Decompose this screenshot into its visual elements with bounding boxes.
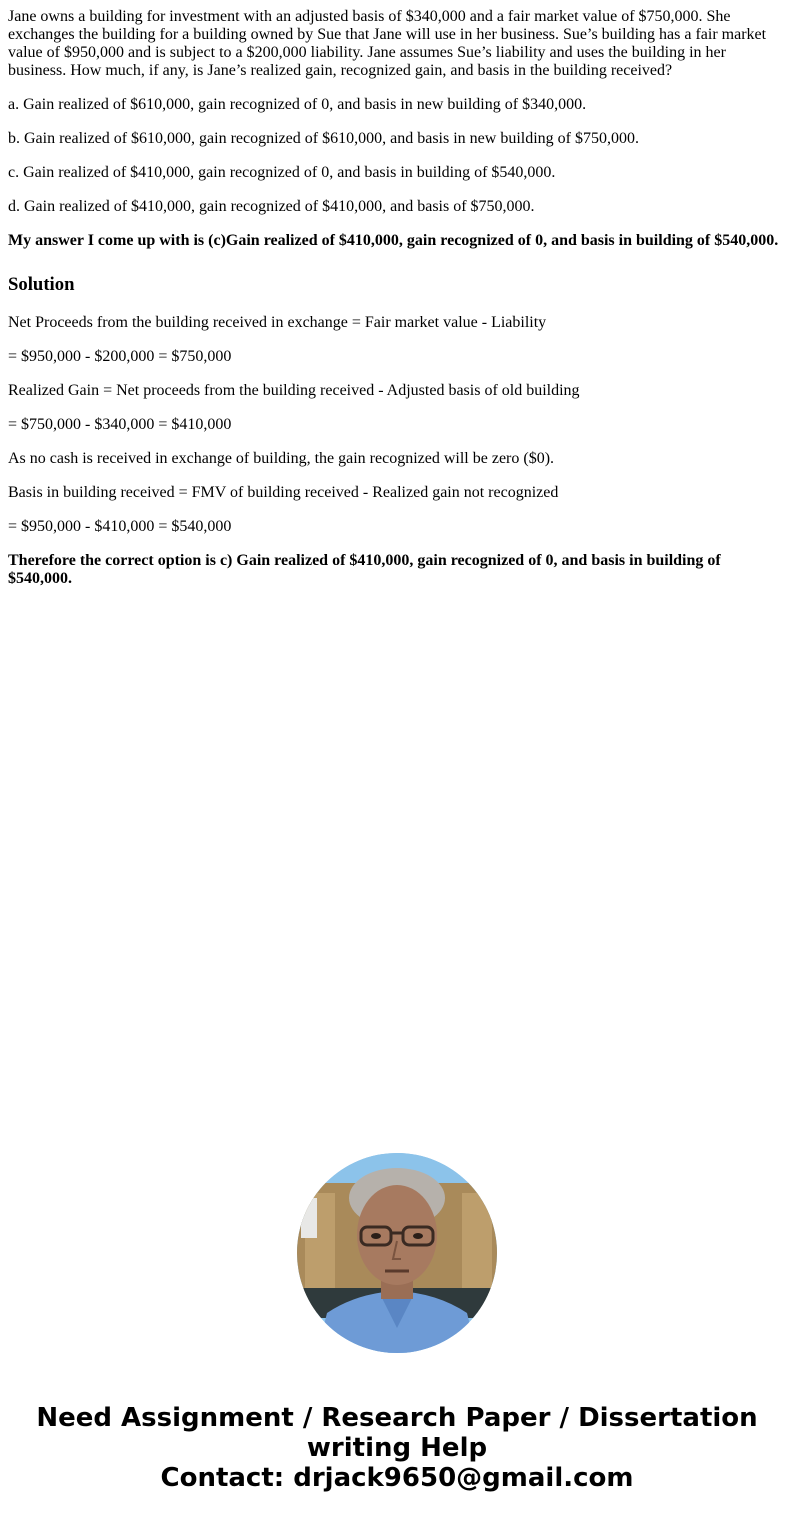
solution-conclusion: Therefore the correct option is c) Gain realized of $410,000, gain recognized of 0, and basis in building of $540,000.	[8, 552, 721, 587]
solution-step-realized-gain-calc: = $750,000 - $340,000 = $410,000	[8, 416, 232, 433]
document-body	[8, 8, 786, 604]
promo-line-2: writing Help	[306, 1433, 488, 1463]
solution-step-realized-gain-formula: Realized Gain = Net proceeds from the building received - Adjusted basis of old building	[8, 382, 580, 399]
option-d: d. Gain realized of $410,000, gain recognized of $410,000, and basis of $750,000.	[8, 198, 535, 215]
option-c: c. Gain realized of $410,000, gain recognized of 0, and basis in building of $540,000.	[8, 164, 556, 181]
question-text: Jane owns a building for investment with an adjusted basis of $340,000 and a fair market value of $750,000. She exchanges the building for a building owned by Sue that Jane will use in her business. Sue’s building has a fair market value of $950,000 and is subject to a $200,000 liability. Jane assumes Sue’s liability and uses the building in her business. How much, if any, is Jane’s realized gain, recognized gain, and basis in the building received?	[8, 8, 767, 79]
solution-step-basis-calc: = $950,000 - $410,000 = $540,000	[8, 518, 232, 535]
option-a: a. Gain realized of $610,000, gain recognized of 0, and basis in new building of $340,000.	[8, 96, 587, 113]
option-b: b. Gain realized of $610,000, gain recognized of $610,000, and basis in new building of $750,000.	[8, 130, 639, 147]
solution-step-net-proceeds-calc: = $950,000 - $200,000 = $750,000	[8, 348, 232, 365]
person-portrait-icon	[297, 1153, 497, 1353]
solution-heading: Solution	[8, 274, 75, 295]
solution-step-net-proceeds-formula: Net Proceeds from the building received in exchange = Fair market value - Liability	[8, 314, 547, 331]
solution-step-recognized-gain: As no cash is received in exchange of building, the gain recognized will be zero ($0).	[8, 450, 555, 467]
author-avatar	[297, 1153, 497, 1353]
promo-banner	[0, 1403, 794, 1493]
promo-contact: Contact: drjack9650@gmail.com	[160, 1463, 634, 1493]
solution-step-basis-formula: Basis in building received = FMV of building received - Realized gain not recognized	[8, 484, 559, 501]
promo-line-1: Need Assignment / Research Paper / Dissertation	[36, 1403, 758, 1433]
student-answer: My answer I come up with is (c)Gain realized of $410,000, gain recognized of 0, and basis in building of $540,000.	[8, 232, 779, 249]
